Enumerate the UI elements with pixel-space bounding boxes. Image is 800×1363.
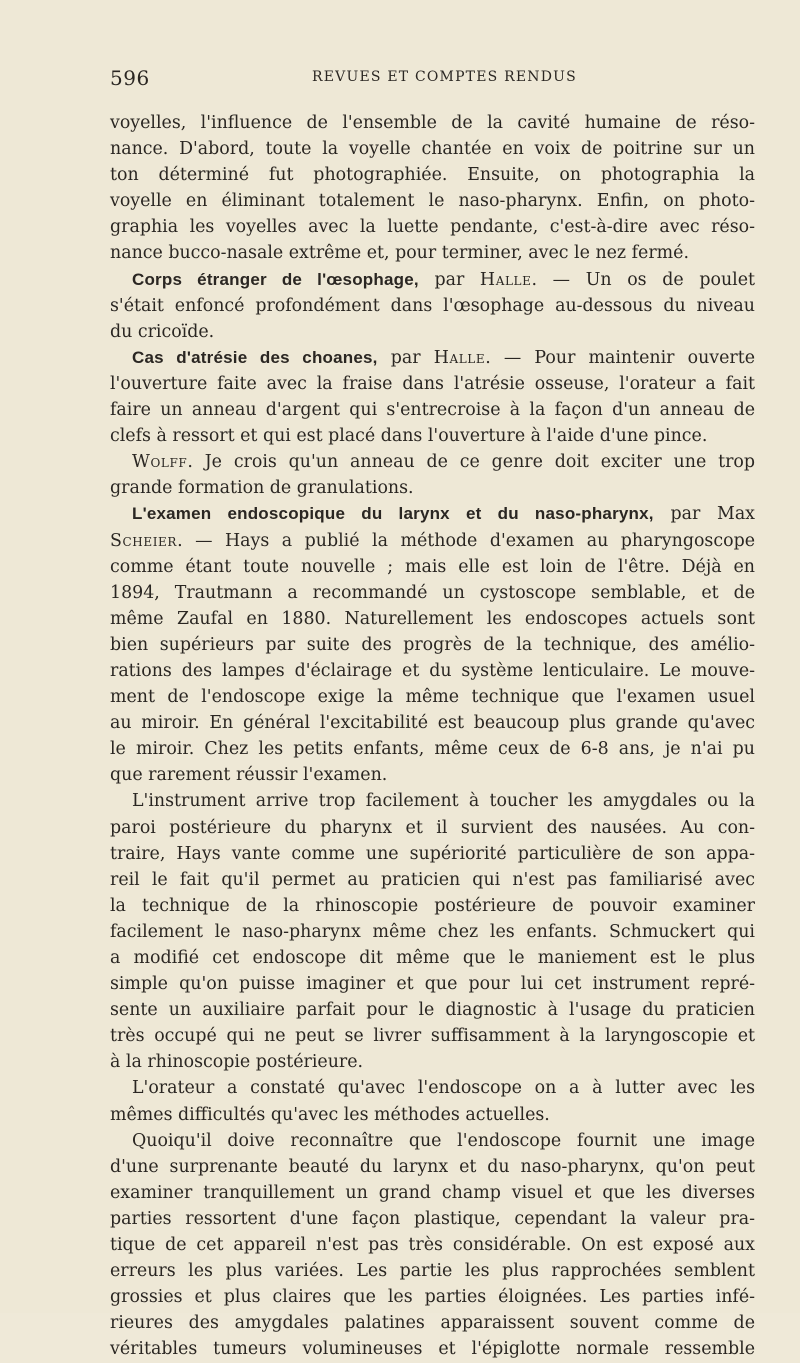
- text-line: [110, 658, 755, 684]
- text-fragment: ton déterminé fut photographiée. Ensuite, on photographia la: [110, 165, 755, 186]
- text-line: [110, 841, 755, 867]
- section-heading-line: [110, 501, 755, 527]
- author-name: Scheier: [110, 530, 178, 551]
- text-line: [110, 475, 755, 501]
- text-fragment: grossies et plus claires que les parties éloignées. Les parties infé-: [110, 1287, 755, 1308]
- body-text: [110, 110, 755, 1363]
- text-line: [110, 397, 755, 423]
- text-fragment: . — Pour maintenir ouverte: [485, 347, 755, 368]
- text-line: [110, 1128, 755, 1154]
- text-fragment: paroi postérieure du pharynx et il survient des nausées. Au con-: [110, 817, 755, 838]
- text-fragment: comme étant toute nouvelle ; mais elle est loin de l'être. Déjà en: [110, 556, 755, 577]
- text-line: [110, 1075, 755, 1101]
- text-line: [110, 319, 755, 345]
- text-line: [110, 945, 755, 971]
- text-fragment: rieures des amygdales palatines apparaissent souvent comme de: [110, 1313, 755, 1334]
- author-name: Wolff: [132, 452, 188, 473]
- text-line: [110, 162, 755, 188]
- text-fragment: la technique de la rhinoscopie postérieure de pouvoir examiner: [110, 895, 755, 916]
- text-fragment: le miroir. Chez les petits enfants, même ceux de 6-8 ans, je n'ai pu: [110, 739, 755, 760]
- text-line: [110, 788, 755, 814]
- text-fragment: d'une surprenante beauté du larynx et du naso-pharynx, qu'on peut: [110, 1156, 755, 1177]
- text-line: [110, 919, 755, 945]
- text-line: [110, 423, 755, 449]
- text-fragment: même Zaufal en 1880. Naturellement les endoscopes actuels sont: [110, 608, 755, 629]
- text-fragment: à la rhinoscopie postérieure.: [110, 1052, 364, 1073]
- text-fragment: traire, Hays vante comme une supériorité particulière de son appa-: [110, 843, 755, 864]
- text-line: [110, 371, 755, 397]
- text-fragment: par Max: [653, 504, 755, 525]
- text-line: [110, 684, 755, 710]
- text-line: [110, 997, 755, 1023]
- text-line: [110, 1336, 755, 1362]
- text-line: [110, 1310, 755, 1336]
- text-fragment: Quoiqu'il doive reconnaître que l'endoscope fournit une image: [132, 1130, 755, 1151]
- text-fragment: voyelle en éliminant totalement le naso-pharynx. Enfin, on photo-: [110, 191, 755, 212]
- text-line: [110, 1232, 755, 1258]
- text-line: [110, 710, 755, 736]
- text-fragment: par: [377, 347, 434, 368]
- text-fragment: . Je crois qu'un anneau de ce genre doit exciter une trop: [187, 452, 755, 473]
- text-line: [110, 136, 755, 162]
- text-fragment: très occupé qui ne peut se livrer suffisamment à la laryngoscopie et: [110, 1026, 755, 1047]
- text-line: [110, 1180, 755, 1206]
- text-line: [110, 1023, 755, 1049]
- text-line: [110, 893, 755, 919]
- text-line: [110, 762, 755, 788]
- text-fragment: L'instrument arrive trop facilement à toucher les amygdales ou la: [132, 791, 755, 812]
- text-fragment: grande formation de granulations.: [110, 478, 414, 499]
- text-line: [110, 449, 755, 475]
- text-line: [110, 632, 755, 658]
- page-number: 596: [110, 66, 150, 90]
- text-fragment: a modifié cet endoscope dit même que le maniement est le plus: [110, 948, 755, 968]
- text-fragment: que rarement réussir l'examen.: [110, 765, 388, 786]
- text-fragment: bien supérieurs par suite des progrès de la technique, des amélio-: [110, 634, 755, 655]
- text-fragment: mêmes difficultés qu'avec les méthodes actuelles.: [110, 1104, 550, 1125]
- text-line: [110, 240, 755, 266]
- author-name: Halle: [479, 269, 532, 290]
- text-line: [110, 736, 755, 762]
- text-fragment: l'ouverture faite avec la fraise dans l'atrésie osseuse, l'orateur a fait: [110, 373, 755, 394]
- text-line: [110, 1049, 755, 1075]
- text-fragment: erreurs les plus variées. Les partie les plus rapprochées semblent: [110, 1261, 755, 1282]
- text-fragment: graphia les voyelles avec la luette pendante, c'est-à-dire avec réso-: [110, 217, 755, 238]
- text-fragment: rations des lampes d'éclairage et du système lenticulaire. Le mouve-: [110, 660, 755, 681]
- text-line: [110, 188, 755, 214]
- section-heading-line: [110, 267, 755, 293]
- text-fragment: tique de cet appareil n'est pas très considérable. On est exposé aux: [110, 1235, 755, 1256]
- text-fragment: simple qu'on puisse imaginer et que pour lui cet instrument repré-: [110, 974, 755, 995]
- text-line: [110, 214, 755, 240]
- section-heading: L'examen endoscopique du larynx et du naso-pharynx,: [132, 504, 654, 524]
- text-line: [110, 815, 755, 841]
- journal-title: REVUES ET COMPTES RENDUS: [312, 69, 577, 85]
- text-line: [110, 867, 755, 893]
- text-fragment: ment de l'endoscope exige la même technique que l'examen usuel: [110, 687, 755, 708]
- text-fragment: par: [418, 269, 480, 290]
- text-line: [110, 971, 755, 997]
- text-fragment: facilement le naso-pharynx même chez les enfants. Schmuckert qui: [110, 921, 755, 942]
- text-fragment: reil le fait qu'il permet au praticien qui n'est pas familiarisé avec: [110, 869, 755, 890]
- text-line: [110, 1206, 755, 1232]
- text-line: [110, 1284, 755, 1310]
- text-fragment: nance bucco-nasale extrême et, pour terminer, avec le nez fermé.: [110, 243, 689, 264]
- text-line: [110, 110, 755, 136]
- text-line: [110, 606, 755, 632]
- text-fragment: sente un auxiliaire parfait pour le diagnostic à l'usage du praticien: [110, 1000, 755, 1021]
- section-heading: Corps étranger de l'œsophage,: [132, 269, 419, 289]
- text-fragment: du cricoïde.: [110, 321, 215, 342]
- text-line: [110, 293, 755, 319]
- text-fragment: clefs à ressort et qui est placé dans l'ouverture à l'aide d'une pince.: [110, 426, 708, 447]
- text-fragment: au miroir. En général l'excitabilité est beaucoup plus grande qu'avec: [110, 713, 755, 734]
- text-fragment: s'était enfoncé profondément dans l'œsophage au-dessous du niveau: [110, 295, 755, 316]
- text-line: [110, 1154, 755, 1180]
- text-fragment: nance. D'abord, toute la voyelle chantée en voix de poitrine sur un: [110, 139, 755, 160]
- text-fragment: . — Un os de poulet: [531, 269, 755, 290]
- text-fragment: véritables tumeurs volumineuses et l'épiglotte normale ressemble: [110, 1339, 755, 1360]
- text-line: [110, 1258, 755, 1284]
- text-line: [110, 1102, 755, 1128]
- text-fragment: L'orateur a constaté qu'avec l'endoscope on a à lutter avec les: [132, 1078, 755, 1099]
- text-line: [110, 554, 755, 580]
- section-heading: Cas d'atrésie des choanes,: [132, 347, 378, 367]
- author-name: Halle: [433, 347, 486, 368]
- text-fragment: . — Hays a publié la méthode d'examen au pharyngoscope: [177, 530, 755, 551]
- text-fragment: 1894, Trautmann a recommandé un cystoscope semblable, et de: [110, 582, 755, 603]
- text-fragment: examiner tranquillement un grand champ visuel et que les diverses: [110, 1182, 755, 1203]
- text-line: [110, 580, 755, 606]
- section-heading-line: [110, 345, 755, 371]
- text-line: [110, 528, 755, 554]
- text-fragment: parties ressortent d'une façon plastique, cependant la valeur pra-: [110, 1208, 755, 1229]
- text-fragment: faire un anneau d'argent qui s'entrecroise à la façon d'un anneau de: [110, 400, 755, 421]
- text-fragment: voyelles, l'influence de l'ensemble de la cavité humaine de réso-: [110, 113, 755, 133]
- running-head: [110, 66, 755, 90]
